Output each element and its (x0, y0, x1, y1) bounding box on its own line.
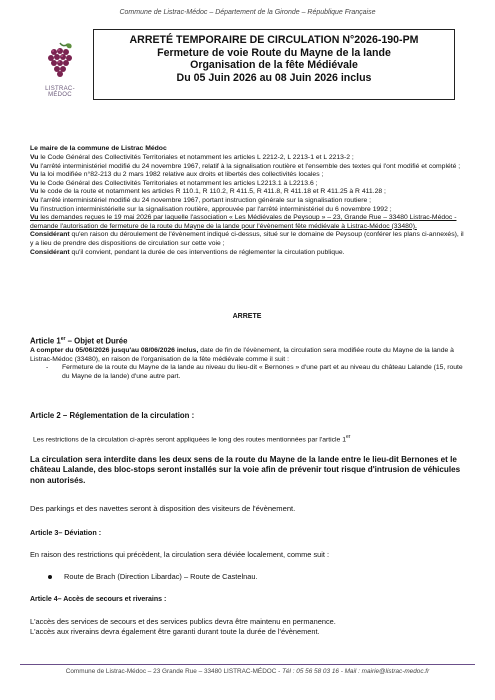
preamble-item: Vu les demandes reçues le 19 mai 2026 par laquelle l'association « Les Médiévales de Peysoup » – 23, Grande Rue – 33480 Listrac-Médoc - demande l'autorisation de fermeture de la route du Mayne de la lande pour l'évènement fête médiévale à Listrac-Médoc (33480). (30, 214, 457, 230)
article-1-text: A compter du 05/06/2026 jusqu'au 08/06/2026 inclus, date de fin de l'évènement, la circulation sera modifiée route du Mayne de la lande à Listrac-Médoc (33480), en raison de l'organisation de la fête médiévale comme il suit : (30, 347, 454, 363)
decree-subject: Fermeture de voie Route du Mayne de la lande (157, 46, 391, 59)
article-2-title: Article 2 – Réglementation de la circulation : (30, 411, 195, 420)
page-header-text: Commune de Listrac-Médoc – Département de la Gironde – République Française (119, 9, 376, 16)
preamble-list (30, 154, 464, 257)
bullet-dot-icon (48, 575, 52, 579)
decree-event: Organisation de la fête Médiévale (190, 59, 358, 72)
preamble-item: Considérant qu'en raison du déroulement de l'évènement indiqué ci-dessus, situé sur le domaine de Peysoup (conférer les plans ci-annexés), il y a lieu de prendre des dispositions de circulation sur cette voie ; (30, 231, 464, 247)
preamble-item: Vu le code de la route et notamment les articles R 110.1, R 110.2, R 411.5, R 411.8, R 411.18 et R 411.25 à R 411.28 ; (30, 188, 386, 196)
parking-note: Des parkings et des navettes seront à disposition des visiteurs de l'évènement. (30, 504, 296, 513)
arrete-heading: ARRETE (232, 313, 262, 320)
article-1-title: Article 1er – Objet et Durée (30, 336, 128, 346)
preamble-item: Vu l'instruction interministérielle sur la signalisation routière, approuvée par l'arrêté interministériel du 6 novembre 1992 ; (30, 205, 392, 213)
preamble-item: Vu le Code Général des Collectivités Territoriales et notamment les articles L2213.1 à L2213.6 ; (30, 179, 318, 187)
grape-logo-icon (40, 40, 80, 80)
article-1-bullet: - Fermeture de la route du Mayne de la lande au niveau du lieu-dit « Bernones » d'une part et au niveau du château Lalande (15, route du Mayne de la lande) d'une autre part. (46, 364, 463, 380)
footer-divider (20, 664, 475, 665)
detour-route-item: Route de Brach (Direction Libardac) – Route de Castelnau. (48, 573, 482, 582)
preamble-item: Considérant qu'il convient, pendant la durée de ces interventions de réglementer la circulation publique. (30, 248, 345, 256)
preamble-item: Vu l'arrêté interministériel modifié du 24 novembre 1967, relatif à la signalisation routière et l'ensemble des textes qui l'ont modifié et complété ; (30, 162, 461, 170)
article-4-title: Article 4– Accès de secours et riverains : (30, 596, 167, 603)
decree-number: ARRETÉ TEMPORAIRE DE CIRCULATION N°2026-190-PM (129, 34, 419, 46)
article-2-text: Les restrictions de la circulation ci-après seront appliquées le long des routes mentionnées par l'article 1er (33, 434, 351, 444)
article-3-title: Article 3– Déviation : (30, 528, 102, 537)
article-2-bold-paragraph: La circulation sera interdite dans les deux sens de la route du Mayne de la lande entre le lieu-dit Bernones et le château Lalande, des bloc-stops seront installés sur la voie afin de prévenir tout risque d'intrusion de véhicules non autorisés. (30, 455, 461, 485)
preamble-item: Vu le Code Général des Collectivités Territoriales et notamment les articles L 2212-2, L 2213-1 et L 2213-2 ; (30, 154, 354, 161)
dash-bullet-icon: - (46, 364, 49, 371)
commune-logo (35, 40, 85, 96)
title-box (93, 29, 455, 100)
mayor-line: Le maire de la commune de Listrac Médoc (30, 145, 167, 152)
article-3-text: En raison des restrictions qui précèdent, la circulation sera déviée localement, comme suit : (30, 550, 330, 559)
preamble-item: Vu l'arrêté interministériel modifié du 24 novembre 1967, portant instruction générale sur la signalisation routiere ; (30, 196, 372, 204)
preamble-item: Vu la loi modifiée n°82-213 du 2 mars 1982 relative aux droits et libertés des collectivités locales ; (30, 171, 324, 179)
logo-caption: LISTRAC-MÉDOC (45, 86, 75, 98)
page-footer: Commune de Listrac-Médoc – 23 Grande Rue – 33480 LISTRAC-MÉDOC - Tél : 05 56 58 03 16 - Mail : mairie@listrac-medoc.fr (65, 668, 430, 675)
decree-dates: Du 05 Juin 2026 au 08 Juin 2026 inclus (176, 71, 372, 84)
article-4-text: L'accès des services de secours et des services publics devra être maintenu en permanence. L'accès aux riverains devra également être garanti durant toute la durée de l'évènement. (30, 617, 336, 636)
